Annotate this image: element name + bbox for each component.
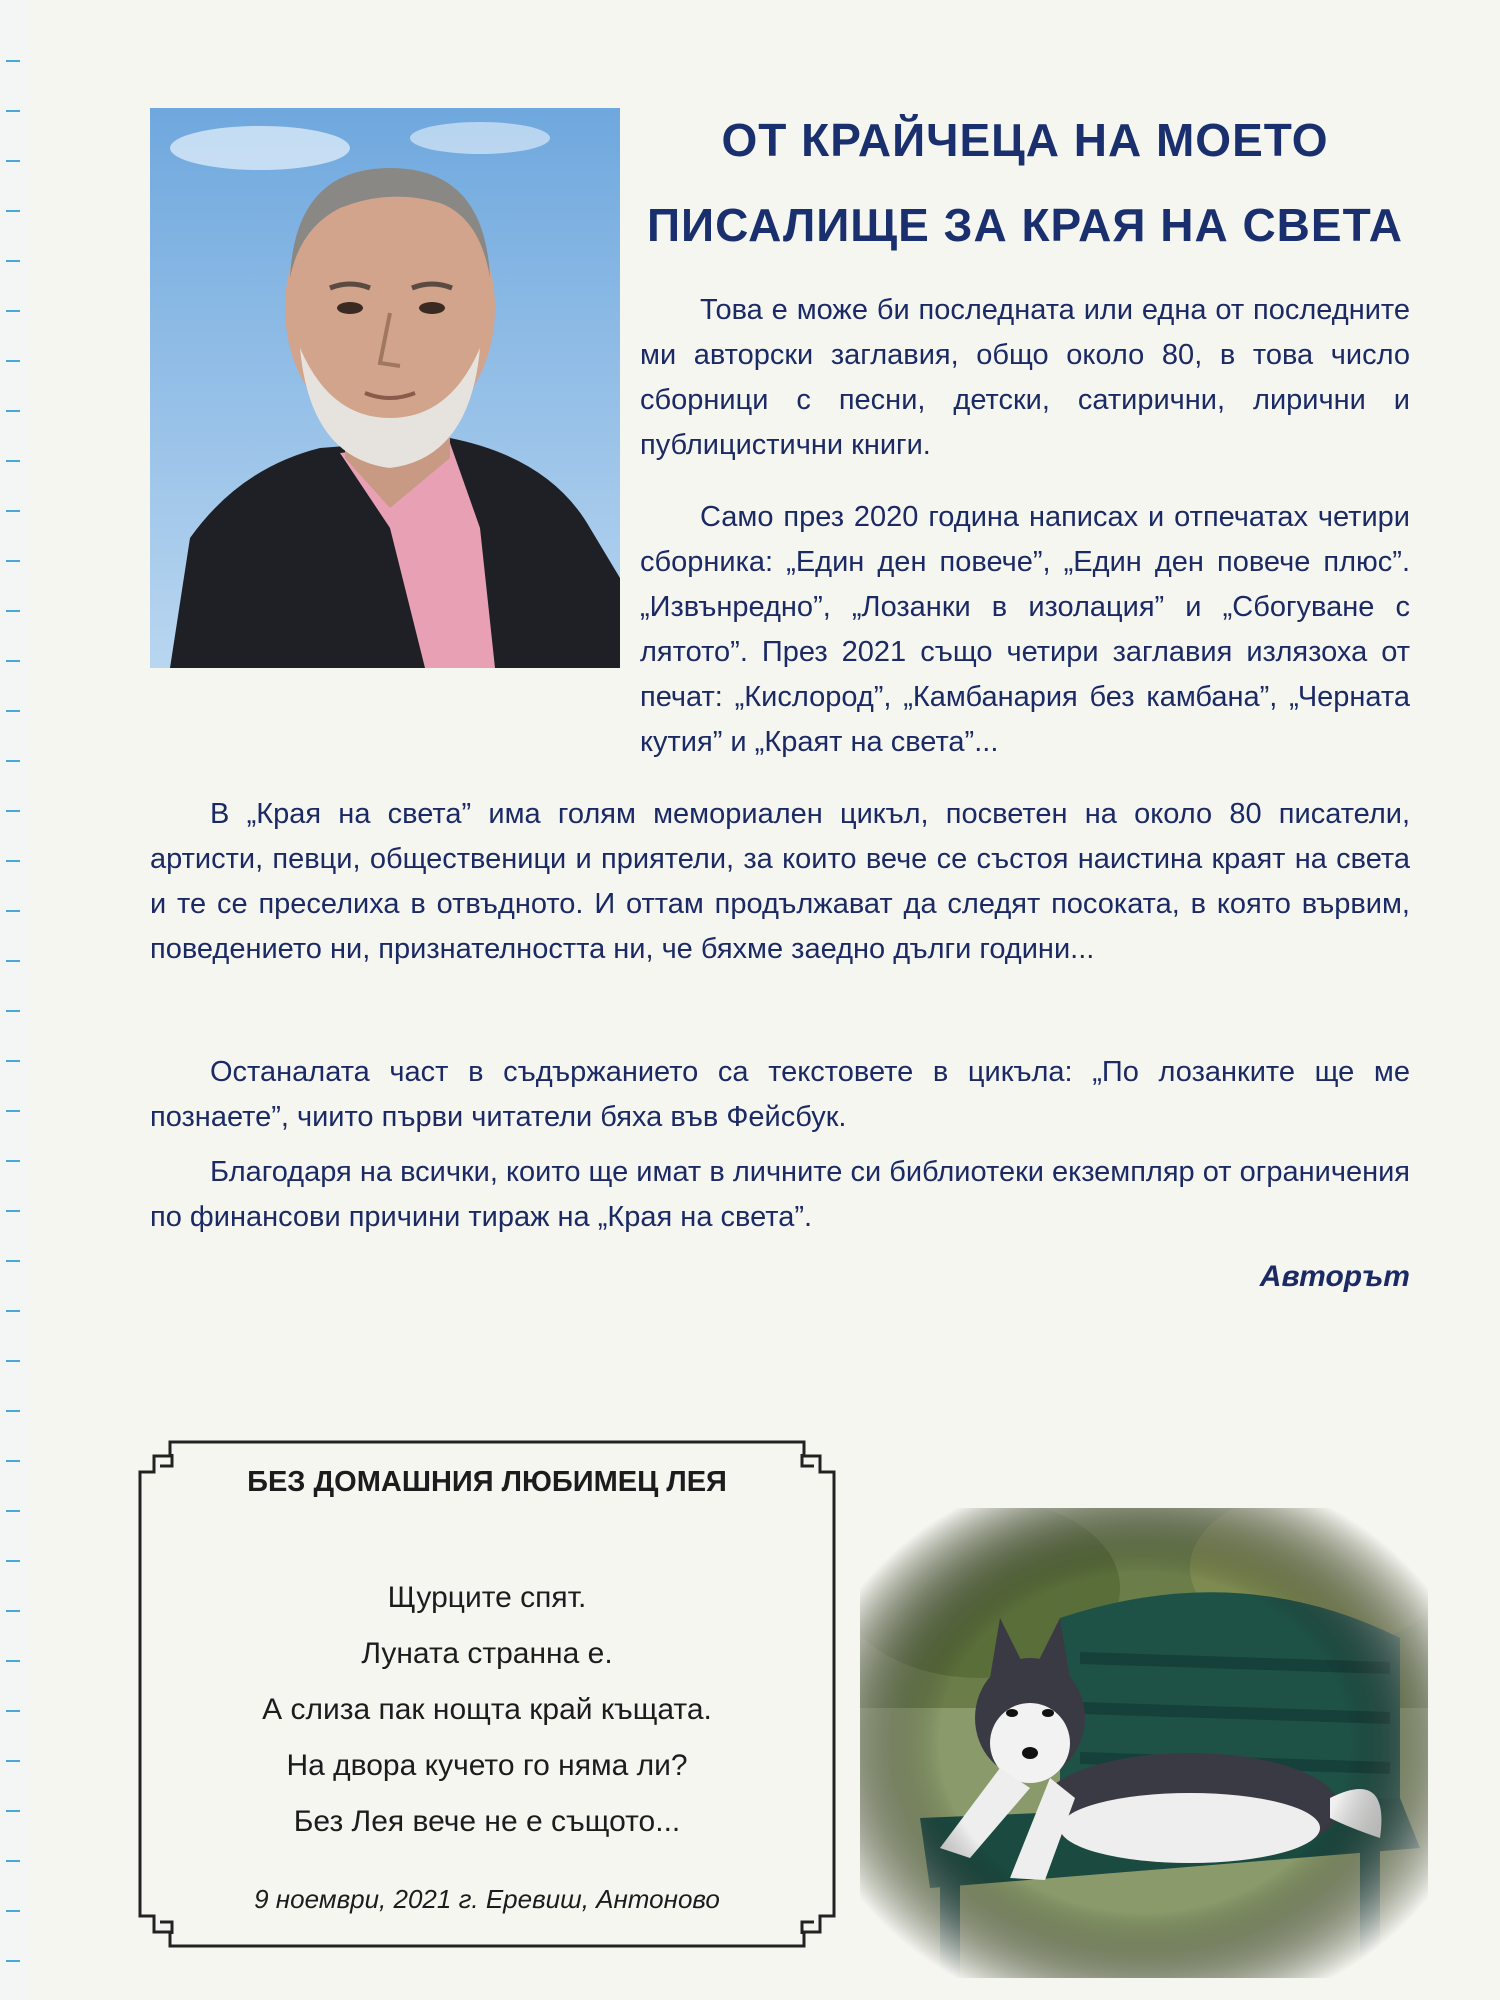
poem-line: На двора кучето го няма ли? [286, 1749, 688, 1782]
poem-body [130, 1570, 844, 1850]
poem-title: БЕЗ ДОМАШНИЯ ЛЮБИМЕЦ ЛЕЯ [247, 1466, 727, 1498]
page-title [640, 98, 1410, 268]
author-signature: Авторът [1259, 1260, 1410, 1293]
paragraph-4: Останалата част в съдържанието са текстовете в цикъла: „По лозанките ще ме познаете”, чиито първи читатели бяха във Фейсбук. [150, 1056, 1410, 1133]
poem-date-place: 9 ноември, 2021 г. Еревиш, Антоново [254, 1884, 720, 1914]
paragraph-1: Това е може би последната или една от последните ми авторски заглавия, общо около 80, в това число сборници с песни, детски, сатирични, лирични и публицистични книги. [640, 294, 1410, 461]
poem-line: А слиза пак нощта край къщата. [262, 1693, 712, 1726]
author-portrait-photo [150, 108, 620, 668]
husky-on-bench-photo [860, 1508, 1428, 1978]
paragraph-3: В „Края на света” има голям мемориален цикъл, посветен на около 80 писатели, артисти, певци, общественици и приятели, за които вече се състоя наистина краят на света и те се преселиха в отвъдното. И оттам продължават да следят посоката, в която вървим, поведението ни, признателността ни, че бяхме заедно дълги години... [150, 798, 1410, 965]
title-line-2: ПИСАЛИЩЕ ЗА КРАЯ НА СВЕТА [646, 199, 1403, 251]
title-line-1: ОТ КРАЙЧЕЦА НА МОЕТО [721, 114, 1329, 166]
poem-line: Без Лея вече не е същото... [293, 1805, 681, 1838]
poem-line: Щурците спят. [387, 1581, 587, 1614]
poem-line: Луната странна е. [361, 1637, 613, 1670]
paragraph-2: Само през 2020 година написах и отпечатах четири сборника: „Един ден повече”, „Един ден повече плюс”. „Извънредно”, „Лозанки в изолация” и „Сбогуване с лятото”. През 2021 също четири заглавия излязоха от печат: „Кислород”, „Камбанария без камбана”, „Черната кутия” и „Краят на света”... [640, 501, 1410, 758]
paragraph-5: Благодаря на всички, които ще имат в личните си библиотеки екземпляр от ограничения по финансови причини тираж на „Края на света”. [150, 1156, 1410, 1233]
notebook-edge [0, 0, 32, 2000]
